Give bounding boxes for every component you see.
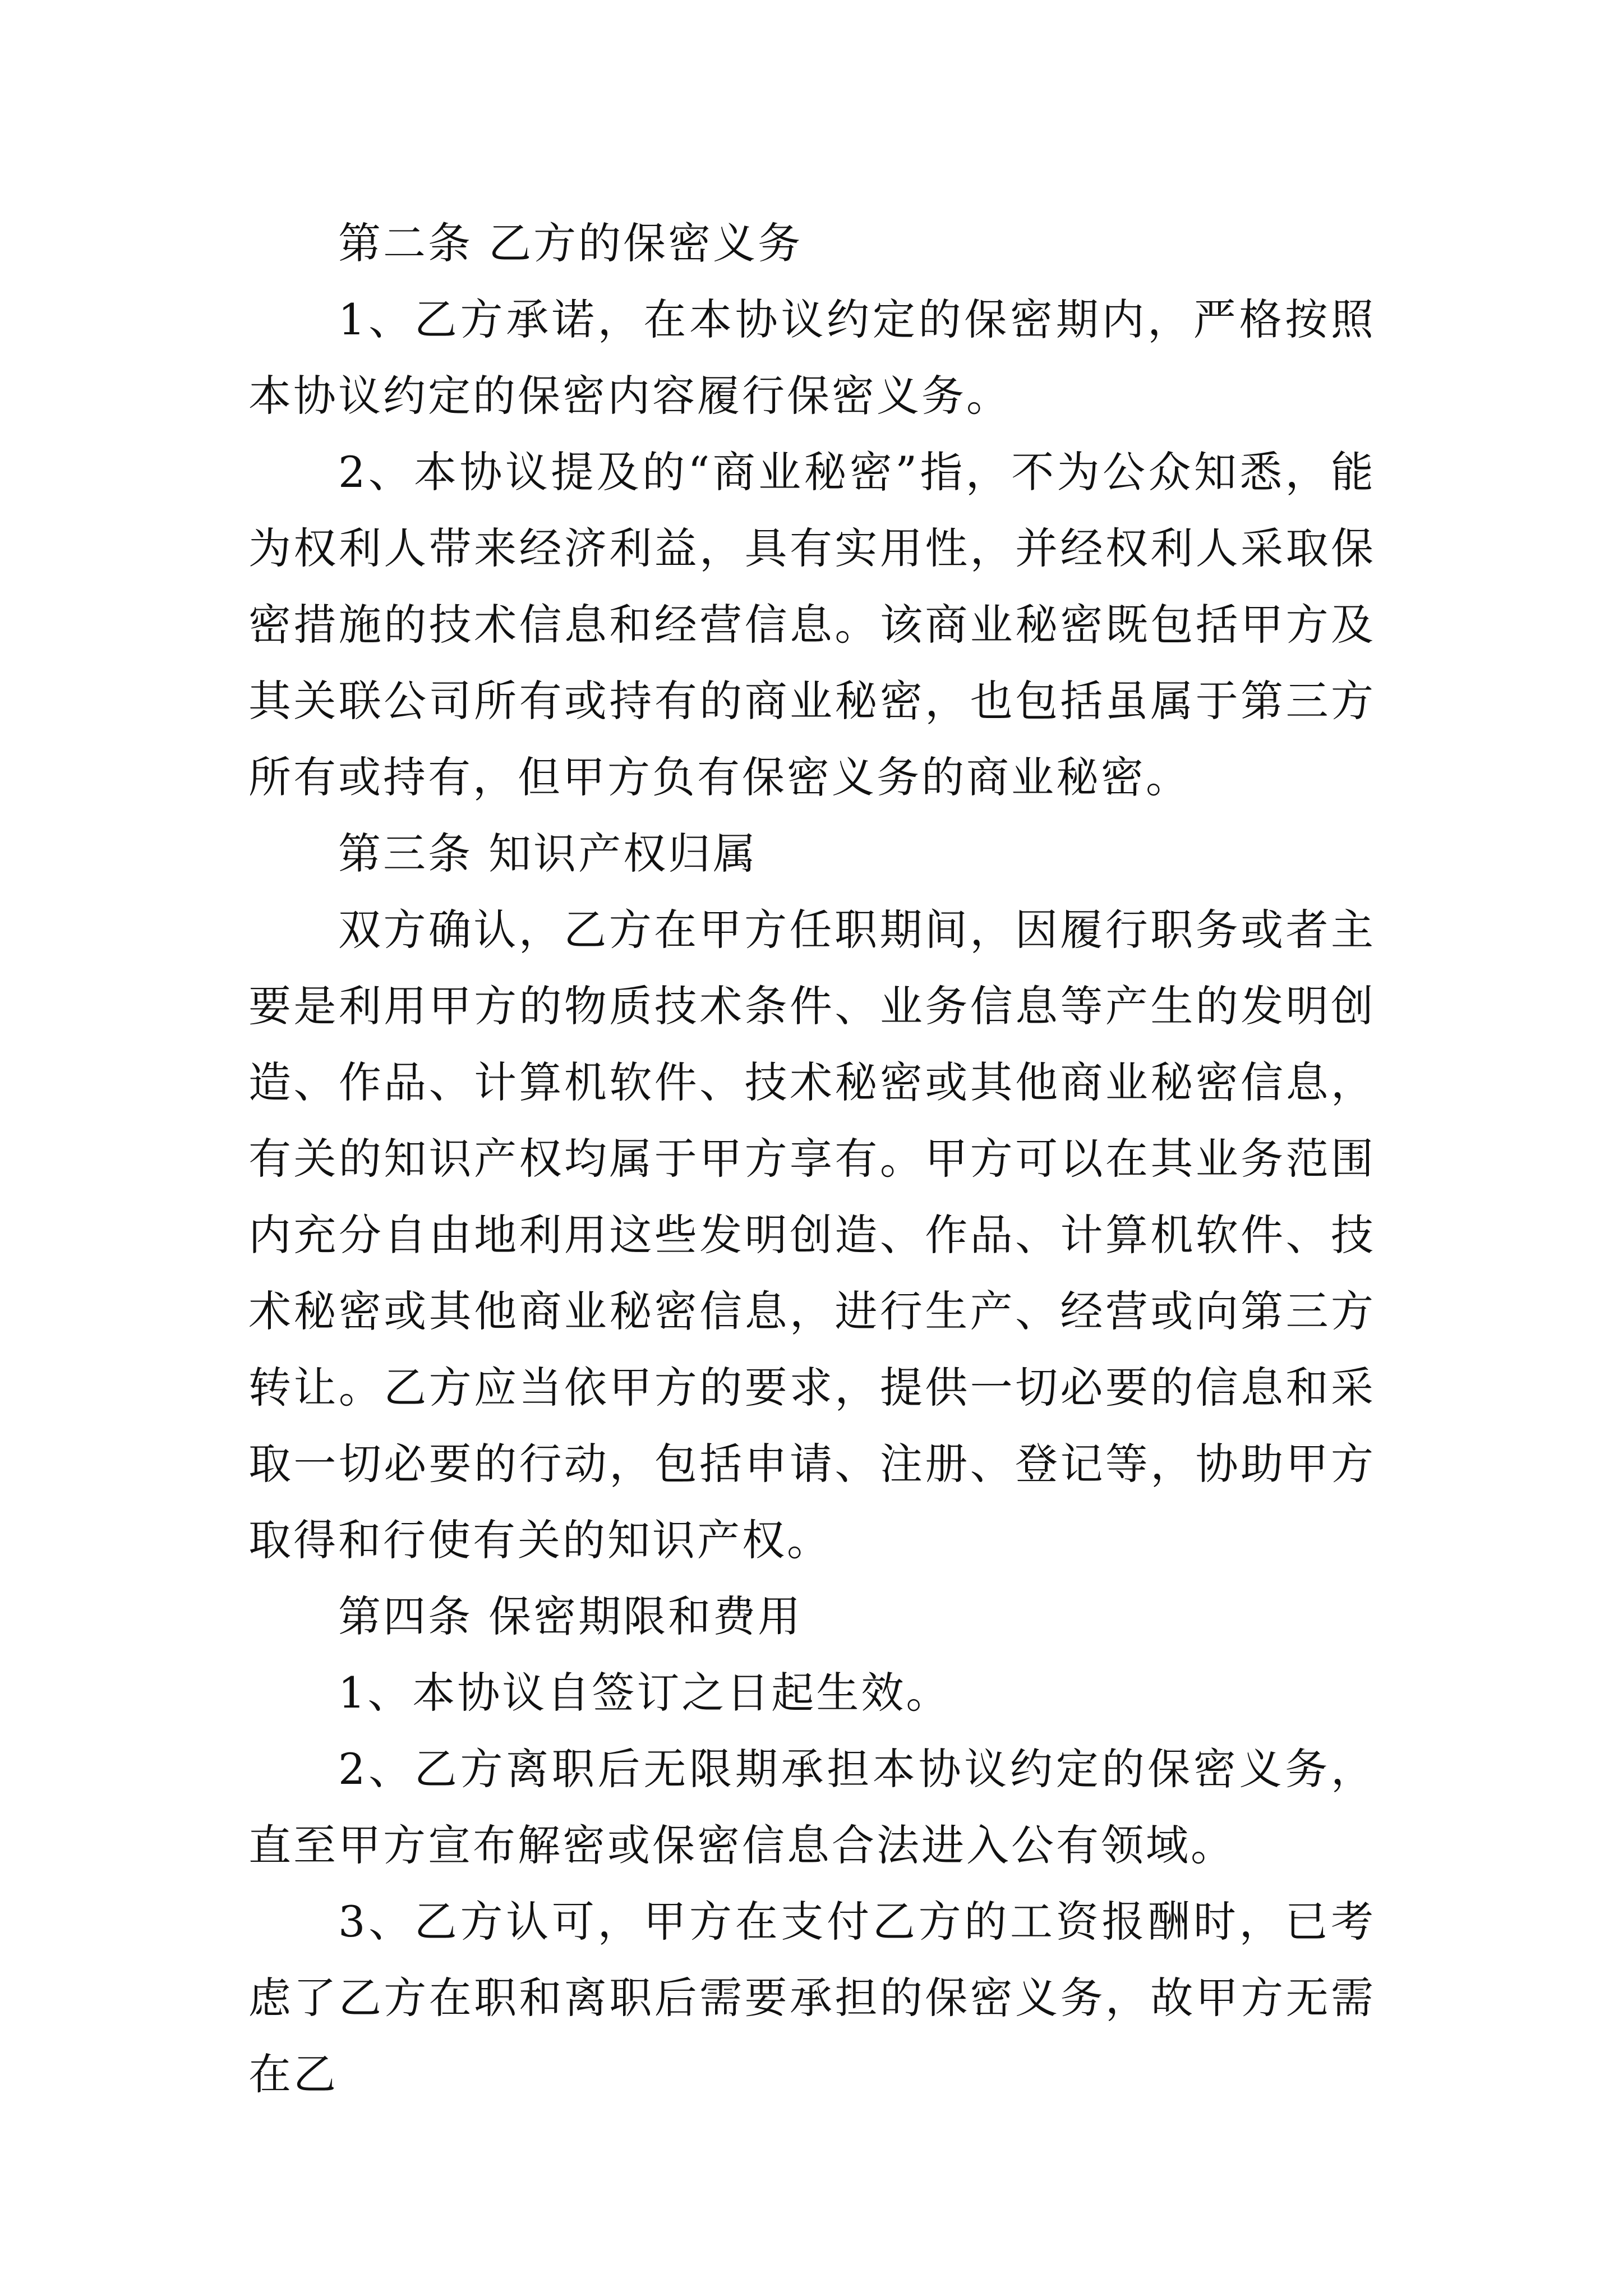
article-2-heading: 第二条 乙方的保密义务	[338, 218, 803, 268]
article-2-clause-1: 1、乙方承诺，在本协议约定的保密期内，严格按照本协议约定的保密内容履行保密义务。	[248, 295, 1376, 421]
article-3-heading: 第三条 知识产权归属	[338, 829, 758, 878]
article-3-body: 双方确认，乙方在甲方任职期间，因履行职务或者主要是利用甲方的物质技术条件、业务信息等产生的发明创造、作品、计算机软件、技术秘密或其他商业秘密信息，有关的知识产权均属于甲方享有。甲方可以在其业务范围内充分自由地利用这些发明创造、作品、计算机软件、技术秘密或其他商业秘密信息，进行生产、经营或向第三方转让。乙方应当依甲方的要求，提供一切必要的信息和采取一切必要的行动，包括申请、注册、登记等，协助甲方取得和行使有关的知识产权。	[248, 905, 1376, 1565]
article-4-clause-3: 3、乙方认可，甲方在支付乙方的工资报酬时，已考虑了乙方在职和离职后需要承担的保密义务，故甲方无需在乙	[248, 1897, 1376, 2099]
article-4-clause-1: 1、本协议自签订之日起生效。	[338, 1668, 951, 1718]
article-4-clause-2: 2、乙方离职后无限期承担本协议约定的保密义务，直至甲方宣布解密或保密信息合法进入公有领域。	[248, 1744, 1376, 1870]
article-2-clause-2: 2、本协议提及的“商业秘密”指，不为公众知悉，能为权利人带来经济利益，具有实用性，并经权利人采取保密措施的技术信息和经营信息。该商业秘密既包括甲方及其关联公司所有或持有的商业秘密，也包括虽属于第三方所有或持有，但甲方负有保密义务的商业秘密。	[248, 447, 1376, 802]
document-body	[248, 205, 1376, 2113]
article-4-heading: 第四条 保密期限和费用	[338, 1591, 803, 1641]
